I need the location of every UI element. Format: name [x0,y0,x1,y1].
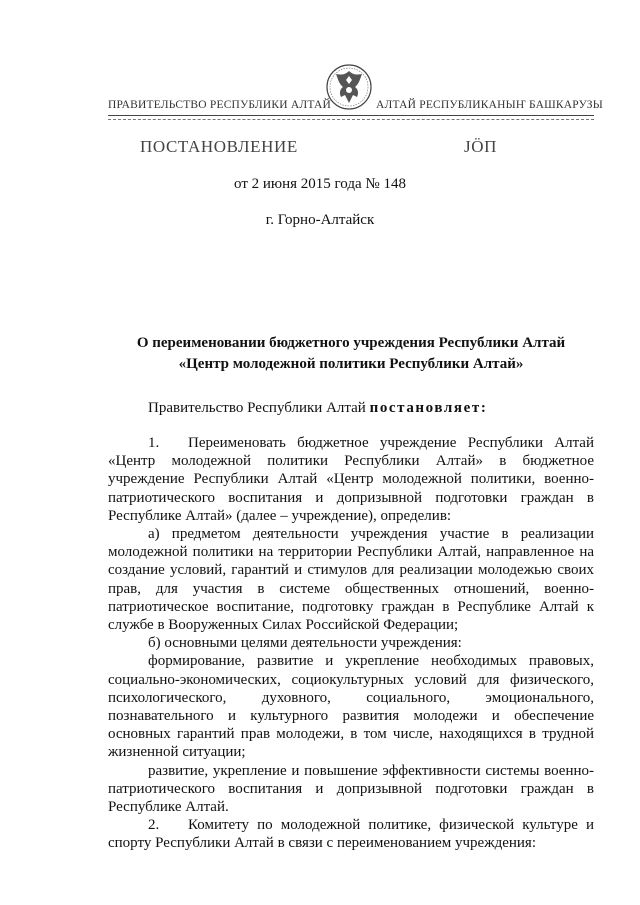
paragraph-1 [108,434,594,525]
document-title [108,333,594,375]
paragraph-2-number: 2. [148,817,160,834]
title-line-2: «Центр молодежной политики Республики Алтай» [178,356,524,372]
paragraph-b-1: формирование, развитие и укрепление необходимых правовых, социально-экономических, социокультурных условий для физического, психологического, духовного, социального, эмоционального, познавательного и культурного развития молодежи и обеспечение основных гарантий прав молодежи, в том числе, находящихся в трудной жизненной ситуации; [108,653,594,761]
government-name-russian: ПРАВИТЕЛЬСТВО РЕСПУБЛИКИ АЛТАЙ [108,99,332,111]
preamble-text: Правительство Республики Алтай [148,400,370,416]
title-line-1: О переименовании бюджетного учреждения Республики Алтай [136,335,566,351]
header-rule [108,115,594,116]
preamble-emphasis: постановляет: [369,400,488,416]
decree-label-russian: ПОСТАНОВЛЕНИЕ [140,137,298,156]
paragraph-1-number: 1. [148,435,160,451]
paragraph-1-text: Переименовать бюджетное учреждение Республики Алтай «Центр молодежной политики Республики Алтай» в бюджетное учреждение Республики Алтай «Центр молодежной политики, военно-патриотического воспитания и допризывной подготовки граждан в Республике Алтай» (далее – учреждение), определив: [108,435,594,524]
paragraph-a: а) предметом деятельности учреждения участие в реализации молодежной политики на территории Республики Алтай, направленное на создание условий, гарантий и стимулов для реализации молодежью своих прав, для участия в системе общественных отношений, военно-патриотическое воспитание, подготовку граждан в Республике Алтай к службе в Вооруженных Силах Российской Федерации; [108,526,594,634]
header-rule-dashed [108,119,594,120]
government-name-altai: АЛТАЙ РЕСПУБЛИКАНЫҤ БАШКАРУЗЫ [376,99,603,111]
decree-label-altai: JÖП [464,137,497,156]
decree-city: г. Горно-Алтайск [265,212,375,228]
paragraph-b-2: развитие, укрепление и повышение эффективности системы военно-патриотического воспитания и допризывной подготовки граждан в Республике Алтай. [108,762,594,816]
preamble [148,400,487,417]
decree-date-number: от 2 июня 2015 года № 148 [234,176,406,192]
document-body [108,434,594,853]
paragraph-2-text: Комитету по молодежной политике, физической культуре и спорту Республики Алтай в связи с переименованием учреждения: [108,817,594,852]
altai-coat-of-arms-icon [324,62,374,112]
paragraph-2 [108,816,594,852]
paragraph-b: б) основными целями деятельности учреждения: [148,635,462,652]
